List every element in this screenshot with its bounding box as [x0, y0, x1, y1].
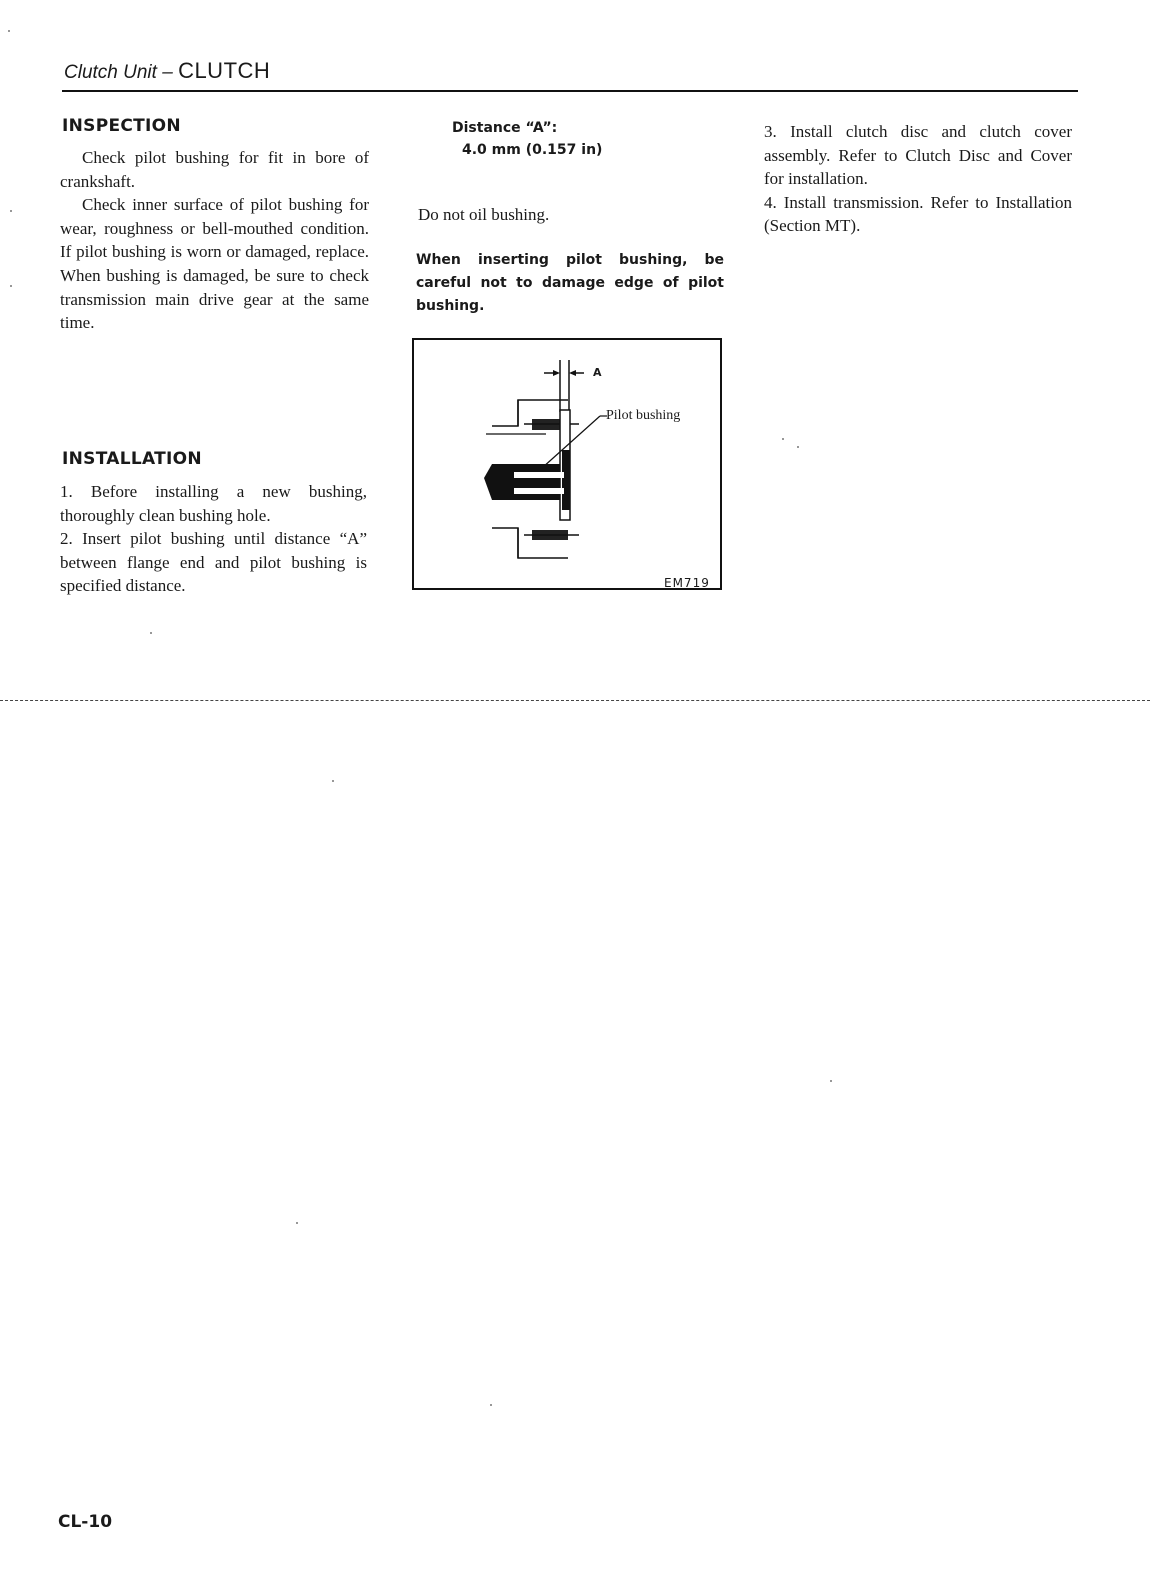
scan-speck [797, 446, 799, 448]
scan-speck [830, 1080, 832, 1082]
scan-speck [296, 1222, 298, 1224]
scan-speck [10, 285, 12, 287]
installation-step: 2. Insert pilot bushing until distance “A” between flange end and pilot bushing is specified distance. [60, 529, 367, 596]
scan-speck [782, 438, 784, 440]
spec-value: 4.0 mm (0.157 in) [462, 142, 603, 158]
inspection-paragraph: Check inner surface of pilot bushing for wear, roughness or bell-mouthed condition. If pilot bushing is worn or damaged, replace. When bushing is damaged, be sure to check transmission main drive gear at the same time. [60, 195, 369, 333]
pilot-bushing-diagram [414, 340, 720, 588]
inspection-body [60, 146, 369, 335]
installation-step: 3. Install clutch disc and clutch cover assembly. Refer to Clutch Disc and Cover for installation. [764, 122, 1072, 189]
scan-speck [490, 1404, 492, 1406]
oil-note: Do not oil bushing. [418, 205, 550, 224]
scan-speck [150, 632, 152, 634]
chapter-title: CLUTCH [178, 58, 271, 83]
inspection-heading: INSPECTION [62, 116, 181, 136]
section-label: Clutch Unit – [64, 62, 173, 83]
installation-step: 1. Before installing a new bushing, thoroughly clean bushing hole. [60, 482, 367, 525]
scan-speck [8, 30, 10, 32]
running-header [64, 58, 270, 84]
page-number: CL-10 [58, 1512, 113, 1532]
figure-code: EM719 [664, 576, 710, 590]
pilot-bushing-callout: Pilot bushing [606, 408, 681, 423]
pilot-bushing-figure [412, 338, 722, 590]
header-rule [62, 90, 1078, 92]
section-divider [0, 700, 1150, 701]
installation-body [60, 480, 367, 598]
right-column-body [764, 120, 1072, 238]
spec-label: Distance “A”: [452, 120, 558, 136]
caution-text: When inserting pilot bushing, be careful not to damage edge of pilot bushing. [416, 252, 724, 314]
installation-heading: INSTALLATION [62, 449, 202, 469]
scan-speck [10, 210, 12, 212]
inspection-paragraph: Check pilot bushing for fit in bore of crankshaft. [60, 148, 369, 191]
installation-step: 4. Install transmission. Refer to Installation (Section MT). [764, 192, 1072, 236]
scan-speck [332, 780, 334, 782]
dimension-label: A [593, 366, 602, 379]
